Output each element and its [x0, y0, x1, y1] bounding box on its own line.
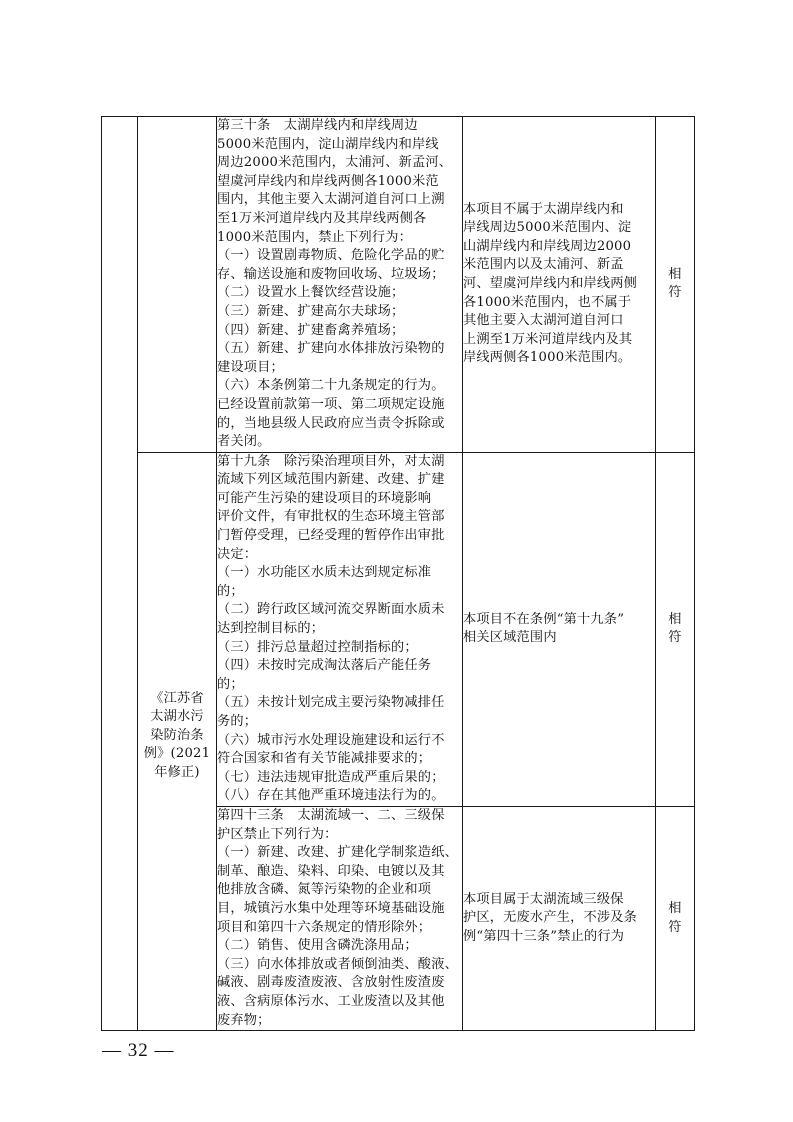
regulation-line: （二）设置水上餐饮经营设施；	[217, 285, 405, 301]
result-line: 相	[668, 900, 682, 916]
regulation-line: （二）销售、使用含磷洗涤用品；	[217, 938, 418, 954]
result-line: 符	[668, 285, 682, 301]
regulation-line: 至1万米河道岸线内及其岸线两侧各	[217, 210, 427, 226]
regulation-line: 5000米范围内，淀山湖岸线内和岸线	[217, 136, 439, 152]
regulation-line: 碱液、剧毒废渣废液、含放射性废渣废	[217, 975, 445, 991]
analysis-line: 上溯至1万米河道岸线内及其	[463, 331, 633, 347]
analysis-line: 山湖岸线内和岸线周边2000	[463, 238, 632, 254]
regulation-line: 望虞河岸线内和岸线两侧各1000米范	[217, 173, 439, 189]
regulation-line: 第四十三条 太湖流域一、二、三级保	[217, 807, 445, 823]
regulation-line: （六）城市污水处理设施建设和运行不	[217, 732, 445, 748]
analysis-line: 本项目不在条例“第十九条”	[463, 611, 625, 627]
analysis-cell	[463, 452, 656, 806]
result-line: 符	[668, 919, 682, 935]
regulation-line: （二）跨行政区域河流交界断面水质未	[217, 602, 445, 618]
analysis-line: 其他主要入太湖河道自河口	[463, 313, 624, 329]
regulation-line: 第三十条 太湖岸线内和岸线周边	[217, 118, 418, 133]
regulation-line: （七）违法违规审批造成严重后果的；	[217, 769, 445, 785]
document-name-cell	[138, 452, 217, 1030]
regulation-line: 项目和第四十六条规定的情形除外；	[217, 919, 432, 935]
regulation-line: 护区禁止下列行为：	[217, 826, 338, 842]
regulation-line: 达到控制目标的；	[217, 621, 325, 637]
page-number: — 32 —	[102, 1040, 175, 1061]
document-name-line: 染防治条	[150, 727, 204, 743]
document-name-line: 例》(2021	[143, 746, 211, 762]
regulation-line: 液、含病原体污水、工业废渣以及其他	[217, 993, 445, 1009]
analysis-line: 岸线两侧各1000米范围内。	[463, 350, 632, 366]
regulation-line: 目，城镇污水集中处理等环境基础设施	[217, 900, 445, 916]
regulation-line: 1000米范围内，禁止下列行为：	[217, 229, 413, 245]
analysis-line: 相关区域范围内	[463, 630, 557, 646]
result-cell	[656, 806, 695, 1030]
regulation-line: 存、输送设施和废物回收场、垃圾场；	[217, 266, 445, 282]
regulation-line: 评价文件，有审批权的生态环境主管部	[217, 509, 445, 525]
result-line: 相	[668, 611, 682, 627]
regulation-line: （三）向水体排放或者倾倒油类、酸液、	[217, 956, 458, 972]
result-cell	[656, 452, 695, 806]
result-line: 相	[668, 266, 682, 282]
regulation-line: 制革、酿造、染料、印染、电镀以及其	[217, 863, 445, 879]
result-cell	[656, 117, 695, 453]
analysis-line: 护区，无废水产生，不涉及条	[463, 910, 638, 926]
regulation-line: 流域下列区域范围内新建、改建、扩建	[217, 472, 445, 488]
regulation-line: 决定：	[217, 546, 258, 562]
document-name-line: 太湖水污	[150, 709, 204, 725]
regulation-line: （一）新建、改建、扩建化学制浆造纸、	[217, 845, 458, 861]
analysis-line: 米范围内以及太浦河、新孟	[463, 257, 624, 273]
regulation-line: （一）设置剧毒物质、危险化学品的贮	[217, 248, 445, 264]
analysis-cell	[463, 117, 656, 453]
document-name-line: 年修正)	[154, 765, 200, 781]
regulation-line: 已经设置前款第一项、第二项规定设施	[217, 396, 445, 412]
result-line: 符	[668, 630, 682, 646]
compliance-table	[101, 116, 695, 1031]
regulation-line: （三）新建、扩建高尔夫球场；	[217, 303, 405, 319]
regulation-line: （四）新建、扩建畜禽养殖场；	[217, 322, 405, 338]
regulation-cell	[217, 806, 463, 1030]
regulation-cell	[217, 452, 463, 806]
regulation-line: 他排放含磷、氮等污染物的企业和项	[217, 882, 432, 898]
analysis-line: 各1000米范围内，也不属于	[463, 294, 632, 310]
regulation-line: 废弃物；	[217, 1012, 271, 1028]
regulation-line: 可能产生污染的建设项目的环境影响	[217, 490, 432, 506]
document-name-line: 《江苏省	[150, 690, 204, 706]
regulation-line: 的；	[217, 583, 244, 599]
regulation-cell	[217, 117, 463, 453]
regulation-line: 的；	[217, 676, 244, 692]
regulation-line: （六）本条例第二十九条规定的行为。	[217, 378, 445, 394]
regulation-line: 者关闭。	[217, 434, 271, 450]
table-row	[102, 117, 695, 453]
analysis-line: 例“第四十三条”禁止的行为	[463, 928, 625, 944]
regulation-line: （五）新建、扩建向水体排放污染物的	[217, 341, 445, 357]
regulation-line: 符合国家和省有关节能减排要求的；	[217, 751, 432, 767]
regulation-line: 建设项目；	[217, 359, 284, 375]
regulation-line: （四）未按时完成淘汰落后产能任务	[217, 658, 432, 674]
regulation-line: 周边2000米范围内，太浦河、新孟河、	[217, 155, 453, 171]
doc-name-cell-top	[138, 117, 217, 453]
analysis-line: 本项目属于太湖流域三级保	[463, 891, 624, 907]
analysis-line: 本项目不属于太湖岸线内和	[463, 201, 624, 217]
analysis-cell	[463, 806, 656, 1030]
regulation-line: 的，当地县级人民政府应当责令拆除或	[217, 415, 445, 431]
regulation-line: （三）排污总量超过控制指标的；	[217, 639, 418, 655]
analysis-line: 河、望虞河岸线内和岸线两侧	[463, 276, 638, 292]
regulation-line: 围内，其他主要入太湖河道自河口上溯	[217, 192, 445, 208]
regulation-line: （八）存在其他严重环境违法行为的。	[217, 788, 445, 804]
table-row	[102, 452, 695, 806]
regulation-line: （五）未按计划完成主要污染物减排任	[217, 695, 445, 711]
analysis-line: 岸线周边5000米范围内、淀	[463, 220, 632, 236]
regulation-line: （一）水功能区水质未达到规定标准	[217, 565, 432, 581]
regulation-line: 门暂停受理，已经受理的暂停作出审批	[217, 528, 445, 544]
regulation-line: 务的；	[217, 714, 258, 729]
blank-index-column	[102, 117, 138, 1031]
regulation-line: 第十九条 除污染治理项目外，对太湖	[217, 453, 445, 469]
